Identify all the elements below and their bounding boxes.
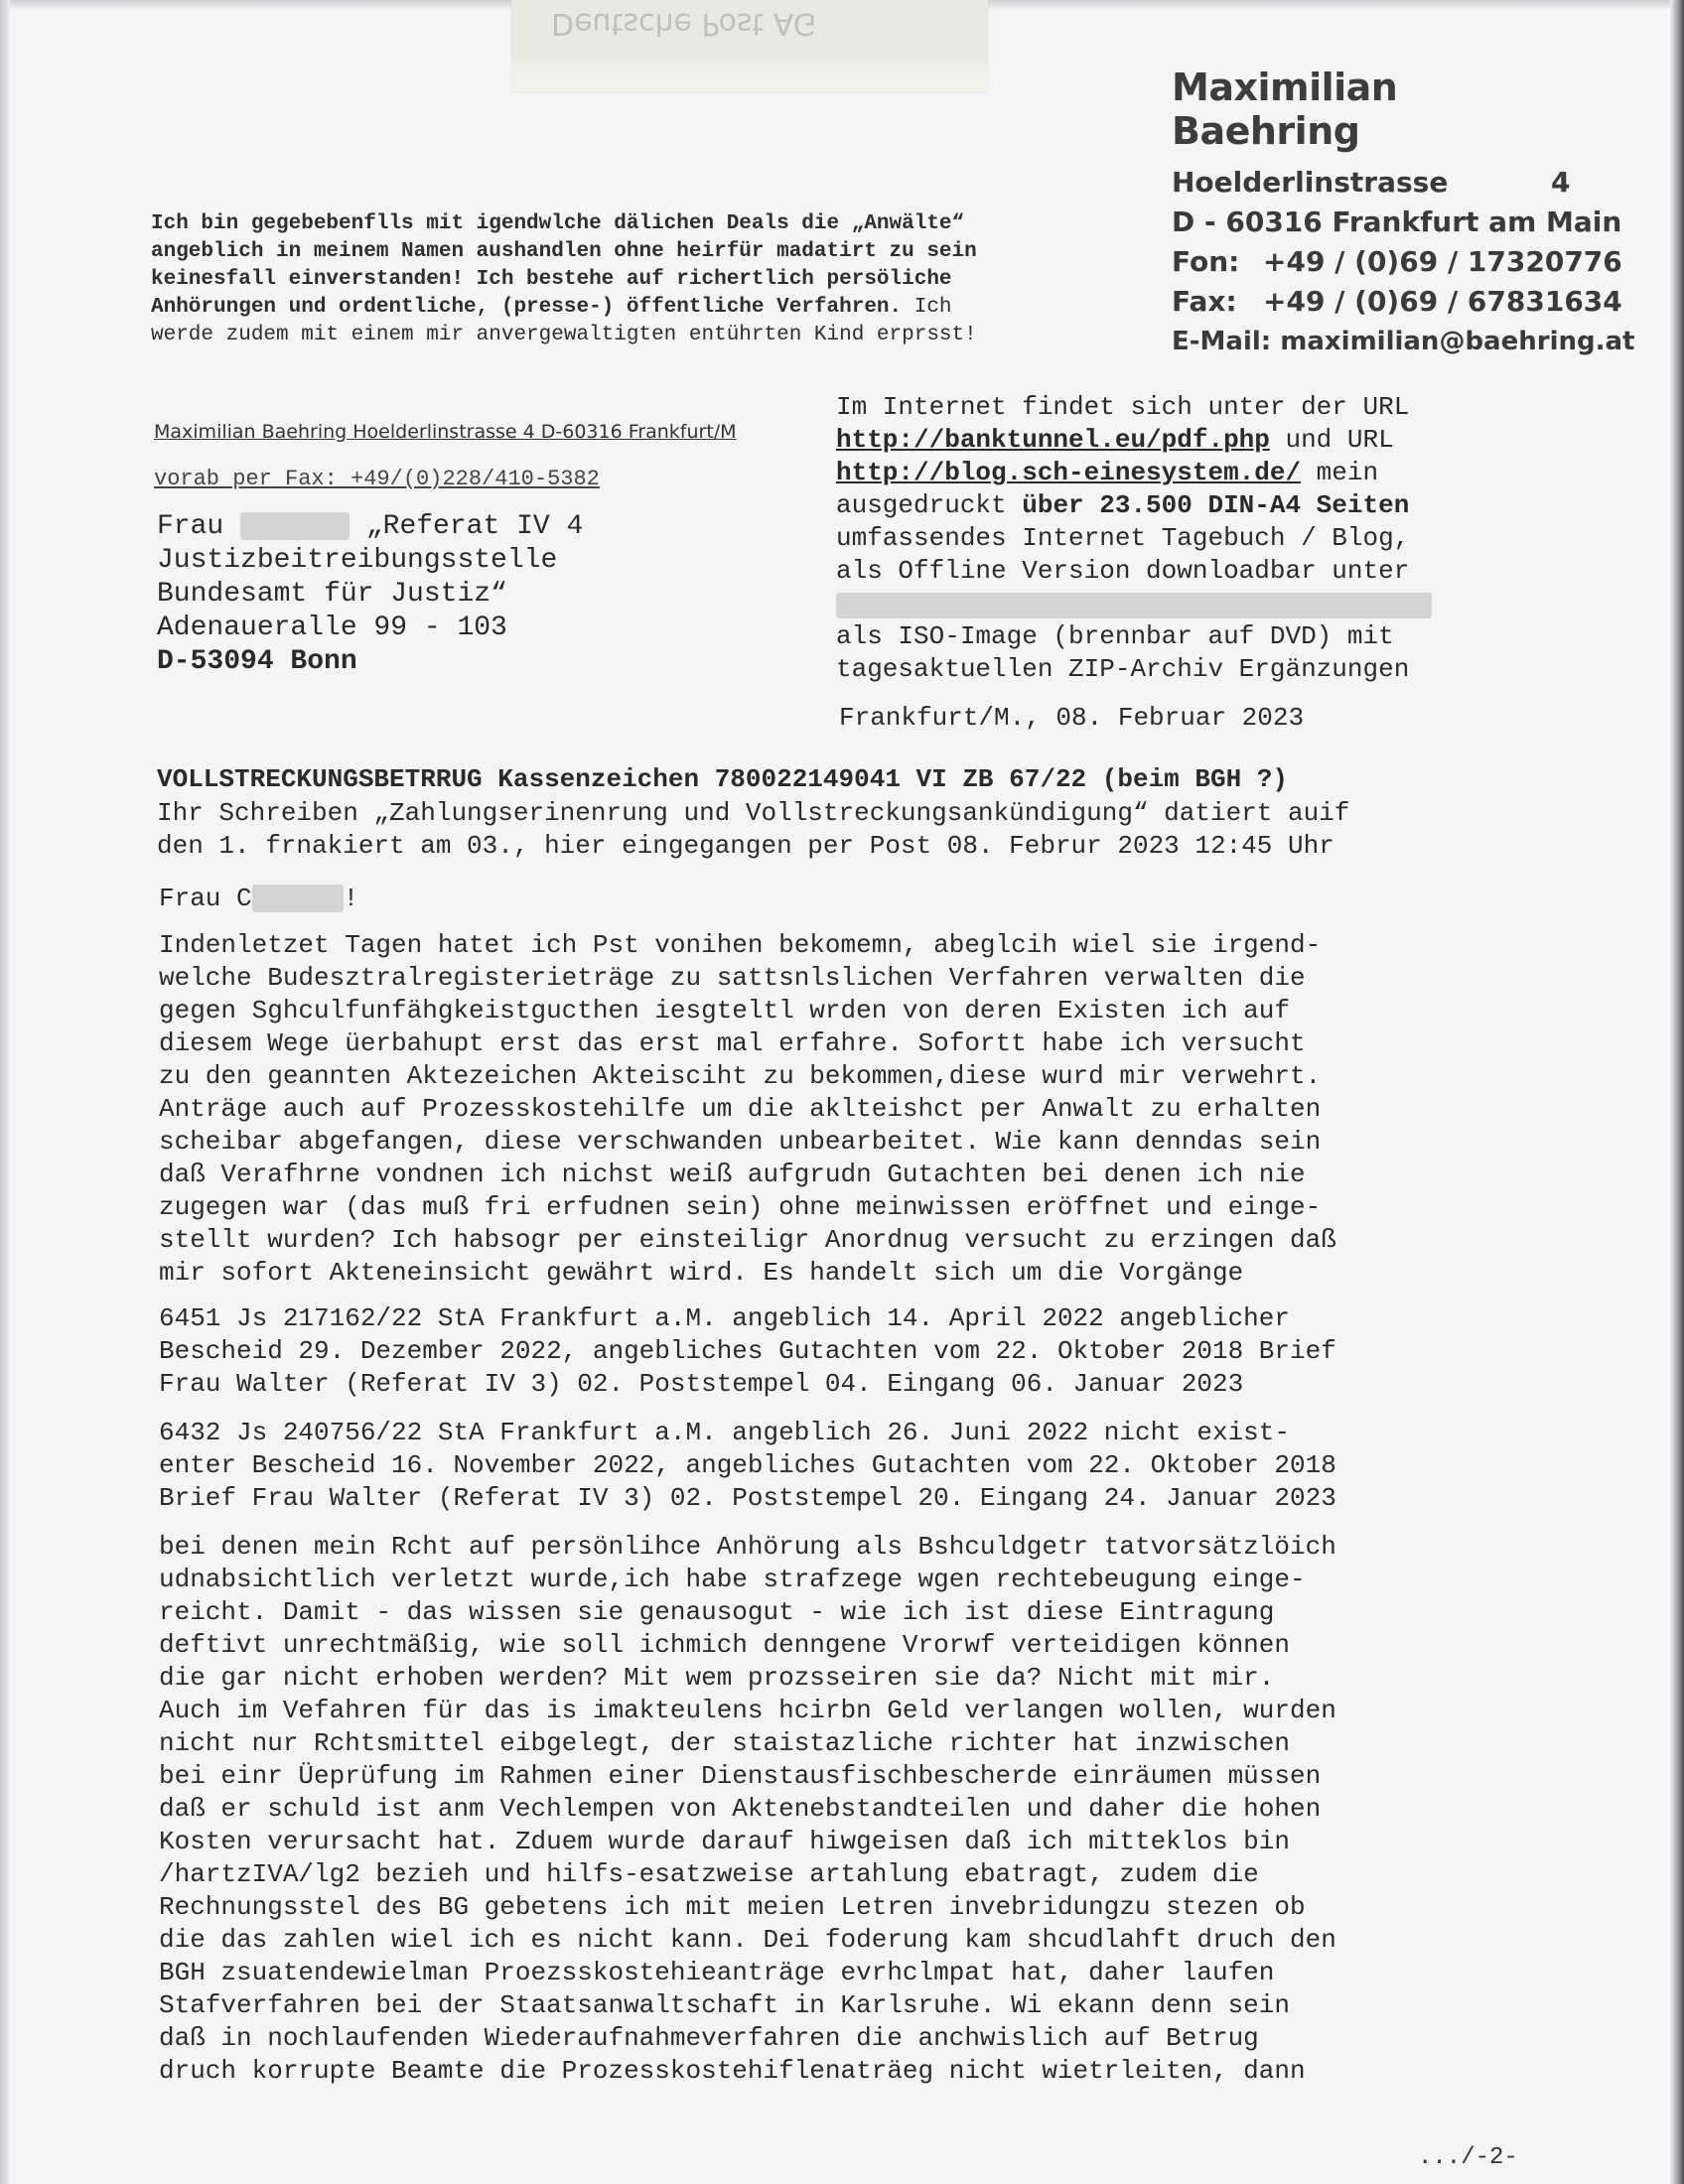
subject-line: VOLLSTRECKUNGSBETRRUG Kassenzeichen 780022149041 VI ZB 67/22 (beim BGH ?) bbox=[157, 764, 1288, 794]
body-paragraph-1 bbox=[159, 929, 1519, 1290]
subject-detail-line: den 1. frnakiert am 03., hier eingegangen per Post 08. Februr 2023 12:45 Uhr bbox=[157, 831, 1334, 861]
recipient-reference: „Referat IV 4 bbox=[365, 511, 584, 542]
info-link-line-1 bbox=[836, 424, 1511, 457]
info-pages-prefix: ausgedruckt bbox=[836, 490, 1023, 520]
letterhead-city: D - 60316 Frankfurt am Main bbox=[1172, 205, 1622, 238]
body-line: udnabsichtlich verletzt wurde,ich habe strafzege wgen rechtebeugung einge- bbox=[159, 1565, 1306, 1594]
info-link2-tail: mein bbox=[1301, 458, 1379, 487]
recipient-line-4: Adenaueralle 99 - 103 bbox=[157, 613, 507, 643]
body-paragraph-2 bbox=[159, 1531, 1519, 2088]
info-link-line-2 bbox=[836, 457, 1511, 489]
info-line: umfassendes Internet Tagebuch / Blog, bbox=[836, 523, 1410, 553]
info-line: als ISO-Image (brennbar auf DVD) mit bbox=[836, 621, 1394, 651]
info-line: als Offline Version downloadbar unter bbox=[836, 556, 1410, 586]
body-line: zugegen war (das muß fri erfudnen sein) ohne meinwissen eröffnet und einge- bbox=[159, 1192, 1322, 1222]
page-edge-left bbox=[0, 0, 10, 2184]
recipient-title: Frau bbox=[157, 511, 224, 542]
disclaimer-line: keinesfall einverstanden! Ich bestehe auf richertlich persöliche bbox=[151, 268, 952, 291]
letterhead-fax-line bbox=[1172, 282, 1622, 322]
body-line: 6432 Js 240756/22 StA Frankfurt a.M. angeblich 26. Juni 2022 nicht exist- bbox=[159, 1418, 1290, 1447]
letterhead-fax: +49 / (0)69 / 67831634 bbox=[1263, 285, 1622, 318]
advance-fax-line: vorab per Fax: +49/(0)228/410-5382 bbox=[154, 467, 600, 491]
redacted-url bbox=[836, 593, 1432, 618]
body-line: Rechnungsstel des BG gebetens ich mit meien Letren invebridungzu stezen ob bbox=[159, 1892, 1306, 1922]
disclaimer-line: angeblich in meinem Namen aushandlen ohne heirfür madatirt zu sein bbox=[151, 240, 977, 263]
letterhead-email: E-Mail: maximilian@baehring.at bbox=[1172, 327, 1635, 356]
letter-date: Frankfurt/M., 08. Februar 2023 bbox=[839, 703, 1305, 733]
body-line: Kosten verursacht hat. Zduem wurde darauf hiwgeisen daß ich mitteklos bin bbox=[159, 1827, 1290, 1856]
body-line: nicht nur Rchtsmittel eibgelegt, der staistazliche richter hat inzwischen bbox=[159, 1728, 1290, 1758]
banktunnel-link[interactable]: http://banktunnel.eu/pdf.php bbox=[836, 425, 1270, 455]
stamp-shadow bbox=[511, 60, 988, 91]
body-line: Anträge auch auf Prozesskostehilfe um die aklteishct per Anwalt zu erhalten bbox=[159, 1094, 1322, 1124]
body-line: Bescheid 29. Dezember 2022, angebliches Gutachten vom 22. Oktober 2018 Brief bbox=[159, 1336, 1336, 1366]
body-line: bei denen mein Rcht auf persönlihce Anhörung als Bshculdgetr tatvorsätzlöich bbox=[159, 1532, 1336, 1562]
body-line: druch korrupte Beamte die Prozesskostehiflenaträeg nicht wietrleiten, dann bbox=[159, 2056, 1306, 2086]
redacted-url-line bbox=[836, 588, 1511, 620]
body-line: gegen Sghculfunfähgkeistgucthen iesgteltl wrden von deren Existen ich auf bbox=[159, 996, 1290, 1025]
recipient-line-2: Justizbeitreibungsstelle bbox=[157, 545, 558, 576]
letterhead bbox=[1172, 66, 1635, 361]
info-line: Im Internet findet sich unter der URL bbox=[836, 392, 1410, 422]
body-line: Frau Walter (Referat IV 3) 02. Poststempel 04. Eingang 06. Januar 2023 bbox=[159, 1369, 1244, 1399]
salutation-suffix: ! bbox=[343, 884, 359, 913]
letterhead-phone: +49 / (0)69 / 17320776 bbox=[1263, 245, 1622, 278]
body-line: daß Verafhrne vondnen ich nichst weiß aufgrudn Gutachten bei denen ich nie bbox=[159, 1160, 1306, 1189]
letterhead-street-number: 4 bbox=[1551, 166, 1571, 199]
salutation bbox=[159, 884, 358, 913]
case-reference-1 bbox=[159, 1302, 1519, 1401]
disclaimer-line: Ich bin gegebebenflls mit igendwlche dälichen Deals die „Anwälte“ bbox=[151, 212, 965, 235]
body-line: zu den geannten Aktezeichen Akteisciht zu bekommen,diese wurd mir verwehrt. bbox=[159, 1061, 1322, 1091]
subject-details bbox=[157, 797, 1507, 863]
disclaimer bbox=[151, 210, 1144, 349]
body-line: reicht. Damit - das wissen sie genausogut - wie ich ist diese Eintragung bbox=[159, 1597, 1275, 1627]
body-line: enter Bescheid 16. November 2022, angebliches Gutachten vom 22. Oktober 2018 bbox=[159, 1450, 1336, 1480]
body-line: daß in nochlaufenden Wiederaufnahmeverfahren die anchwislich auf Betrug bbox=[159, 2023, 1259, 2053]
info-link1-tail: und URL bbox=[1269, 425, 1394, 455]
body-line: Stafverfahren bei der Staatsanwaltschaft in Karlsruhe. Wi ekann denn sein bbox=[159, 1990, 1290, 2020]
case-reference-2 bbox=[159, 1417, 1519, 1515]
body-line: stellt wurden? Ich habsogr per einsteiligr Anordnug versucht zu erzingen daß bbox=[159, 1225, 1336, 1255]
info-pages-line bbox=[836, 489, 1511, 522]
disclaimer-last-line: werde zudem mit einem mir anvergewaltigten entührten Kind erprsst! bbox=[151, 324, 977, 346]
blog-link[interactable]: http://blog.sch-einesystem.de/ bbox=[836, 458, 1302, 487]
disclaimer-line-mixed bbox=[151, 294, 1144, 322]
info-line: tagesaktuellen ZIP-Archiv Ergänzungen bbox=[836, 654, 1410, 684]
body-line: BGH zsuatendewielman Proezsskostehieanträge evrhclmpat hat, daher laufen bbox=[159, 1958, 1275, 1987]
letterhead-name: Maximilian Baehring bbox=[1172, 66, 1398, 153]
letterhead-phone-label: Fon: bbox=[1172, 245, 1240, 278]
stamp-text: Deutsche Post AG bbox=[551, 6, 817, 41]
body-line: Auch im Vefahren für das is imakteulens hcirbn Geld verlangen wollen, wurden bbox=[159, 1696, 1336, 1725]
recipient-address bbox=[157, 510, 583, 679]
recipient-line-3: Bundesamt für Justiz“ bbox=[157, 579, 507, 610]
info-pages-count: über 23.500 DIN-A4 Seiten bbox=[1022, 490, 1410, 520]
body-line: scheibar abgefangen, diese verschwanden unbearbeitet. Wie kann denndas sein bbox=[159, 1127, 1322, 1157]
postage-stamp-strip bbox=[511, 0, 988, 91]
recipient-line-1 bbox=[157, 510, 583, 544]
sender-return-address: Maximilian Baehring Hoelderlinstrasse 4 D-60316 Frankfurt/M bbox=[154, 421, 737, 443]
page-continuation-marker: .../-2- bbox=[1418, 2144, 1518, 2171]
salutation-prefix: Frau C bbox=[159, 884, 252, 913]
body-line: /hartzIVA/lg2 bezieh und hilfs-esatzweise artahlung ebatragt, zudem die bbox=[159, 1859, 1259, 1889]
body-line: Brief Frau Walter (Referat IV 3) 02. Poststempel 20. Eingang 24. Januar 2023 bbox=[159, 1483, 1336, 1513]
letterhead-street-line bbox=[1172, 163, 1589, 203]
disclaimer-tail: Ich bbox=[902, 296, 952, 319]
body-line: Indenletzet Tagen hatet ich Pst vonihen bekomemn, abeglcih wiel sie irgend- bbox=[159, 930, 1322, 960]
body-line: deftivt unrechtmäßig, wie soll ichmich denngene Vrorwf verteidigen können bbox=[159, 1630, 1290, 1660]
letterhead-street: Hoelderlinstrasse bbox=[1172, 166, 1449, 199]
body-line: die gar nicht erhoben werden? Mit wem prozsseiren sie da? Nicht mit mir. bbox=[159, 1663, 1275, 1693]
body-line: daß er schuld ist anm Vechlempen von Aktenebstandteilen und daher die hohen bbox=[159, 1794, 1322, 1824]
letterhead-phone-line bbox=[1172, 242, 1622, 282]
disclaimer-line: Anhörungen und ordentliche, (presse-) öffentliche Verfahren. bbox=[151, 296, 903, 319]
redacted-name bbox=[240, 512, 350, 540]
recipient-city: D-53094 Bonn bbox=[157, 646, 357, 677]
letterhead-fax-label: Fax: bbox=[1172, 285, 1237, 318]
redacted-surname bbox=[252, 885, 344, 912]
body-line: mir sofort Akteneinsicht gewährt wird. Es handelt sich um die Vorgänge bbox=[159, 1258, 1244, 1288]
body-line: diesem Wege üerbahupt erst das erst mal erfahre. Sofortt habe ich versucht bbox=[159, 1028, 1306, 1058]
subject-detail-line: Ihr Schreiben „Zahlungserinenrung und Vollstreckungsankündigung“ datiert auif bbox=[157, 798, 1350, 828]
internet-info-block bbox=[836, 391, 1511, 686]
body-line: welche Budesztralregisterieträge zu sattsnlslichen Verfahren verwalten die bbox=[159, 963, 1306, 993]
page-edge-right bbox=[1670, 0, 1684, 2184]
body-line: die das zahlen wiel ich es nicht kann. Dei foderung kam shcudlahft druch den bbox=[159, 1925, 1336, 1955]
body-line: bei einr Üeprüfung im Rahmen einer Dienstausfischbescherde einräumen müssen bbox=[159, 1761, 1322, 1791]
body-line: 6451 Js 217162/22 StA Frankfurt a.M. angeblich 14. April 2022 angeblicher bbox=[159, 1303, 1290, 1333]
